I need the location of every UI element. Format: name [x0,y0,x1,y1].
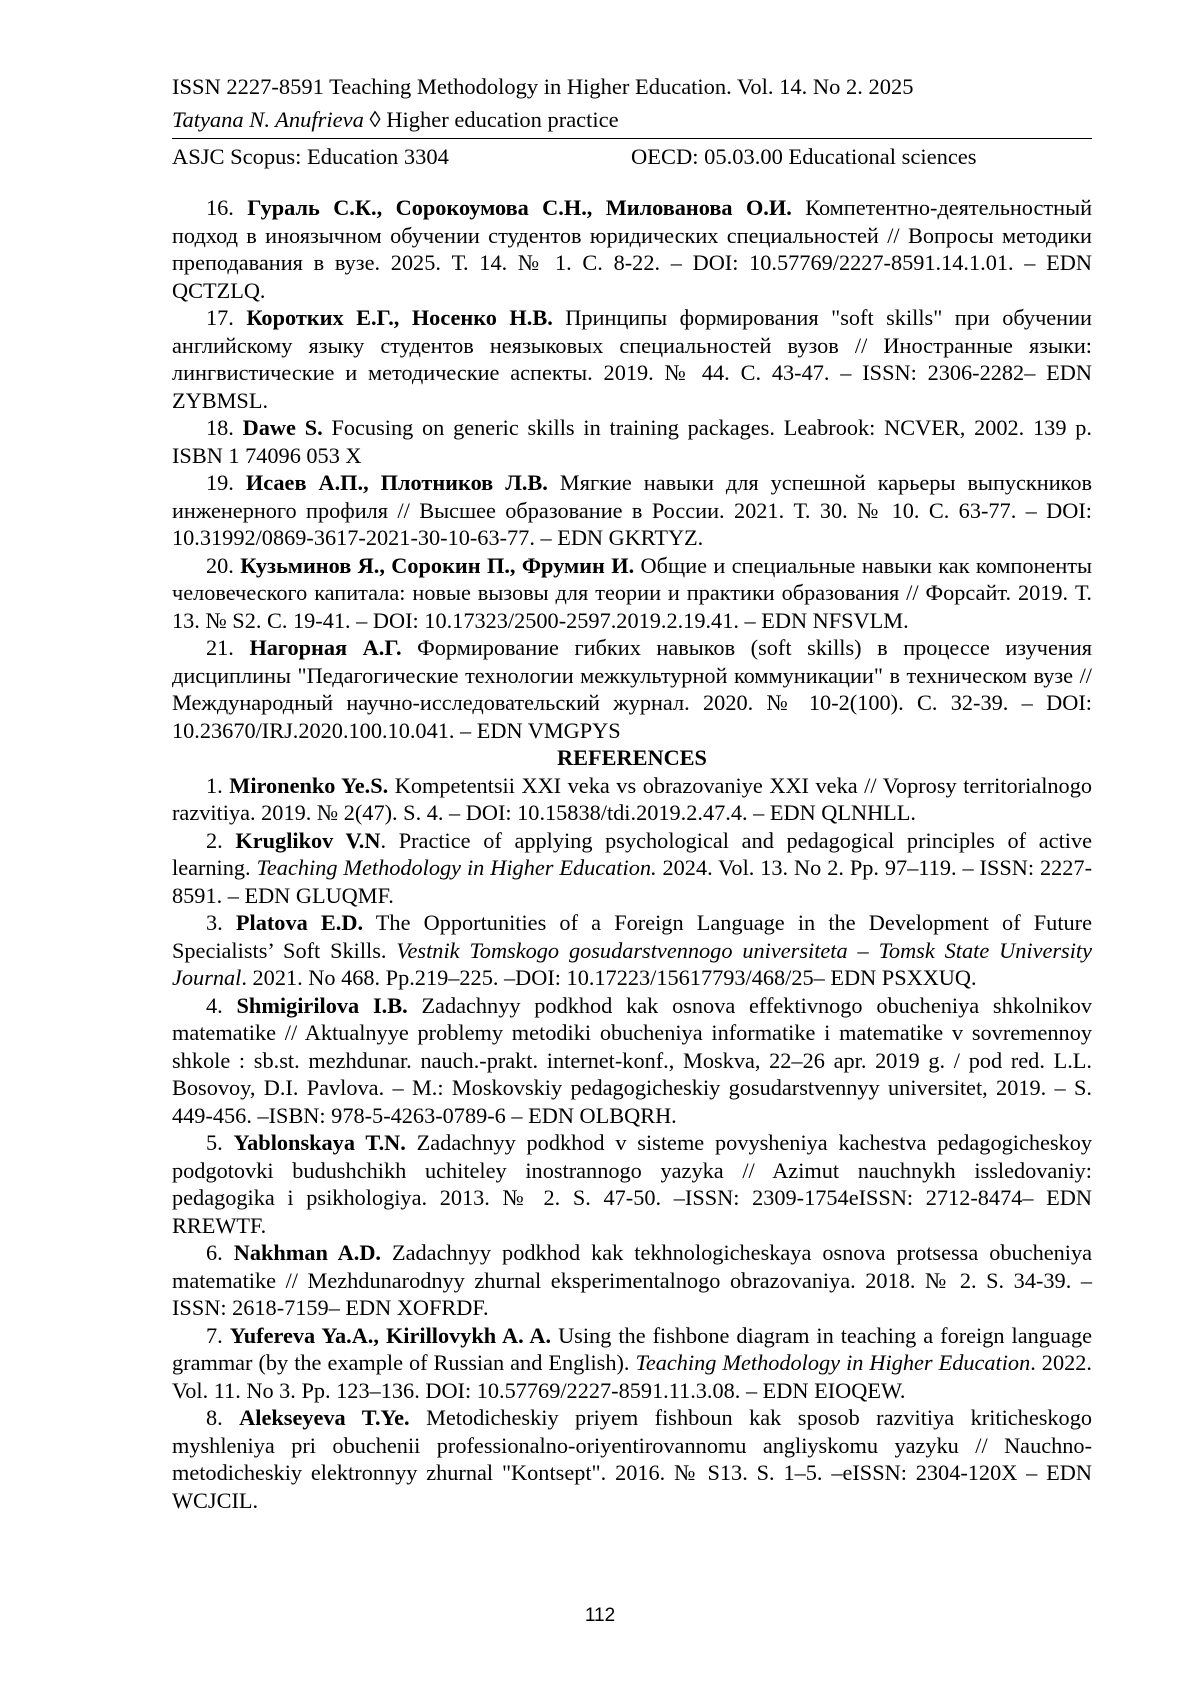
reference-en-7 [172,1322,1092,1405]
ref-number: 4. [206,992,237,1018]
reference-ru-20 [172,552,1092,635]
ref-text: The Opportunities of a Foreign Language in the Development of Future Specialists’ Soft Skills. [172,910,1092,963]
ref-authors: Yablonskaya T.N. [233,1130,406,1155]
reference-en-2 [172,827,1092,910]
header-rule [172,138,1092,139]
ref-text: Using the fishbone diagram in teaching a foreign language grammar (by the example of Russian and English). [172,1322,1092,1375]
references-body [172,194,1092,1514]
ref-tail: 2024. Vol. 13. No 2. Pp. 97–119. – ISSN: 2227-8591. – EDN GLUQMF. [172,855,1093,908]
reference-ru-21 [172,634,1092,744]
ref-text: Общие и специальные навыки как компоненты человеческого капитала: новые вызовы для теории и практики образования // Форсайт. 2019. Т. 13. № S2. С. 19-41. – DOI: 10.17323/2500-2597.2019.2.19.41. – EDN NFSVLM. [172,552,1092,633]
ref-number: 17. [206,305,247,330]
ref-text: Принципы формирования "soft skills" при обучении английскому языку студентов неязыковых специальностей вузов // Иностранные языки: лингвистические и методические аспекты. 2019. № 44. С. 43-47. – ISSN: 2306-2282– EDN ZYBMSL. [172,305,1092,413]
journal-line: ISSN 2227-8591 Teaching Methodology in Higher Education. Vol. 14. No 2. 2025 [172,74,914,99]
ref-text: Компетентно-деятельностный подход в иноязычном обучении студентов юридических специальностей // Вопросы методики преподавания в вузе. 2025. Т. 14. № 1. С. 8-22. – DOI: 10.57769/2227-8591.14.1.01. – EDN QCTZLQ. [172,195,1092,303]
ref-authors: Nakhman A.D. [233,1240,382,1265]
ref-text: Metodicheskiy priyem fishboun kak sposob razvitiya kriticheskogo myshleniya pri obuchenii professionalno-oriyentirovannomu angliyskomu yazyku // Nauchno-metodicheskiy elektronnyy zhurnal "Kontsept". 2016. № S13. S. 1–5. –eISSN: 2304-120X – EDN WCJCIL. [172,1405,1092,1513]
ref-authors: Platova E.D. [235,910,364,935]
reference-ru-17 [172,304,1092,414]
ref-text: Zadachnyy podkhod v sisteme povysheniya kachestva pedagogicheskoy podgotovki budushchikh uchiteley inostrannogo yazyka // Azimut nauchnykh issledovaniy: pedagogika i psikhologiya. 2013. № 2. S. 47-50. –ISSN: 2309-1754eISSN: 2712-8474– EDN RREWTF. [172,1130,1093,1238]
ref-authors: Alekseyeva T.Ye. [239,1405,410,1430]
ref-authors: Кузьминов Я., Сорокин П., Фрумин И. [240,552,635,578]
ref-text: Формирование гибких навыков (soft skills) в процессе изучения дисциплины "Педагогические технологии межкультурной коммуникации" в техническом вузе // Международный научно-исследовательский журнал. 2020. № 10-2(100). С. 32-39. – DOI: 10.23670/IRJ.2020.100.10.041. – EDN VMGPYS [172,635,1093,743]
ref-number: 2. [206,827,236,853]
ref-authors: Гураль С.К., Сорокоумова С.Н., Милованова О.И. [247,195,792,220]
ref-text: Zadachnyy podkhod kak tekhnologicheskaya osnova protsessa obucheniya matematike // Mezhdunarodnyy zhurnal eksperimentalnogo obrazovaniya. 2018. № 2. S. 34-39. –ISSN: 2618-7159– EDN XOFRDF. [172,1240,1092,1320]
reference-ru-18 [172,414,1092,469]
ref-text: Kompetentsii XXI veka vs obrazovaniye XXI veka // Voprosy territorialnogo razvitiya. 2019. № 2(47). S. 4. – DOI: 10.15838/tdi.2019.2.47.4. – EDN QLNHLL. [172,772,1092,825]
ref-journal: Teaching Methodology in Higher Education [635,1350,1031,1375]
page-number: 112 [584,1605,616,1626]
header-author: Tatyana N. Anufrieva [172,107,364,132]
header-separator: ◊ [363,107,387,132]
ref-authors: Yufereva Ya.A., Kirillovykh A. A. [229,1322,552,1348]
author-topic-line [172,103,1092,136]
classification-line [172,140,1092,173]
reference-en-6 [172,1239,1092,1322]
ref-number: 19. [206,470,246,495]
running-header [172,70,1092,173]
reference-en-8 [172,1404,1092,1514]
ref-text: Мягкие навыки для успешной карьеры выпускников инженерного профиля // Высшее образование в России. 2021. Т. 30. № 10. С. 63-77. – DOI: 10.31992/0869-3617-2021-30-10-63-77. – EDN GKRTYZ. [172,470,1093,550]
ref-number: 8. [206,1405,240,1430]
header-topic: Higher education practice [386,107,619,132]
ref-text: Zadachnyy podkhod kak osnova effektivnogo obucheniya shkolnikov matematike // Aktualnyye problemy metodiki obucheniya informatike i matematike v sovremennoy shkole : sb.st. mezhdunar. nauch.-prakt. internet-konf., Moskva, 22–26 apr. 2019 g. / pod red. L.L. Bosovoy, D.I. Pavlova. – M.: Moskovskiy pedagogicheskiy gosudarstvennyy universitet, 2019. – S. 449-456. –ISBN: 978-5-4263-0789-6 – EDN OLBQRH. [172,992,1093,1128]
ref-journal: Teaching Methodology in Higher Education. [256,855,657,880]
ref-text: . Practice of applying psychological and pedagogical principles of active learning. [172,827,1093,880]
asjc-code: ASJC Scopus: Education 3304 [172,144,449,169]
ref-number: 6. [206,1240,234,1265]
ref-authors: Kruglikov V.N [235,827,381,853]
ref-authors: Коротких Е.Г., Носенко Н.В. [246,305,553,330]
ref-number: 5. [206,1130,234,1155]
ref-tail: . 2022. Vol. 11. No 3. Pp. 123–136. DOI: 10.57769/2227-8591.11.3.08. – EDN EIOQEW. [172,1350,1092,1403]
reference-en-1 [172,772,1092,827]
ref-tail: . 2021. No 468. Pp.219–225. –DOI: 10.17223/15617793/468/25– EDN PSXXUQ. [241,965,977,990]
ref-number: 20. [206,552,241,578]
ref-journal: Vestnik Tomskogo gosudarstvennogo universiteta – Tomsk State University Journal [172,937,1093,990]
ref-authors: Нагорная А.Г. [249,635,402,660]
ref-number: 7. [206,1322,230,1348]
ref-number: 1. [206,772,230,798]
ref-number: 3. [206,910,236,935]
oecd-code: OECD: 05.03.00 Educational sciences [631,144,977,169]
references-heading: REFERENCES [557,745,707,770]
reference-en-3 [172,909,1092,992]
ref-authors: Mironenko Ye.S. [229,772,389,798]
ref-authors: Shmigirilova I.B. [236,992,408,1018]
ref-number: 16. [206,195,248,220]
reference-ru-19 [172,469,1092,552]
reference-ru-16 [172,194,1092,304]
ref-number: 18. [206,415,243,440]
ref-authors: Исаев А.П., Плотников Л.В. [245,470,548,495]
ref-text: Focusing on generic skills in training packages. Leabrook: NCVER, 2002. 139 p. ISBN 1 74096 053 X [172,415,1092,468]
reference-en-5 [172,1129,1092,1239]
ref-number: 21. [206,635,250,660]
reference-en-4 [172,992,1092,1130]
ref-authors: Dawe S. [242,415,323,440]
